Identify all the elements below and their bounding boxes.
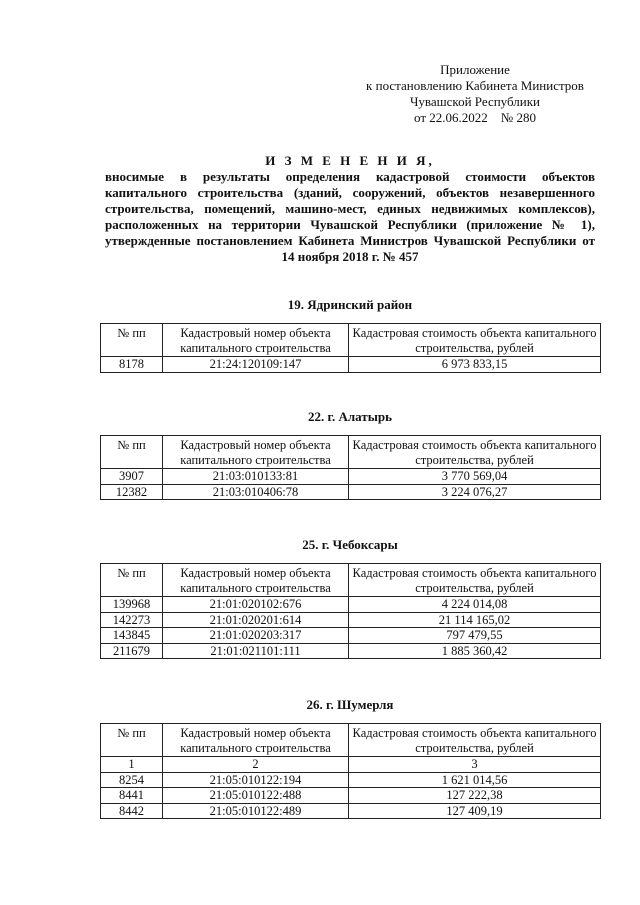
cadastral-table xyxy=(100,723,601,819)
column-number-3: 3 xyxy=(349,757,601,773)
table-row xyxy=(101,484,601,500)
table-row xyxy=(101,643,601,659)
cell-cadastral-value: 3 770 569,04 xyxy=(349,469,601,485)
table-row xyxy=(101,597,601,613)
cell-cadastral-number: 21:01:020201:614 xyxy=(163,612,349,628)
cell-cadastral-value: 21 114 165,02 xyxy=(349,612,601,628)
title-description: вносимые в результаты определения кадастровой стоимости объектов капитального строительства (зданий, сооружений, объектов незавершенного строительства, помещений, машино-мест, единых недвижимых комплексов), расположенных на территории Чувашской Республики (приложение № 1), утвержденные постановлением Кабинета Министров Чувашской Республики от 14 ноября 2018 г. № 457 xyxy=(105,169,595,264)
header-cadastral-value: Кадастровая стоимость объекта капитального строительства, рублей xyxy=(349,564,601,597)
cell-cadastral-number: 21:03:010133:81 xyxy=(163,469,349,485)
cell-num: 3907 xyxy=(101,469,163,485)
cell-cadastral-value: 4 224 014,08 xyxy=(349,597,601,613)
table-row xyxy=(101,469,601,485)
header-num: № пп xyxy=(101,724,163,757)
cell-num: 8441 xyxy=(101,788,163,804)
appendix-line-4: от 22.06.2022 № 280 xyxy=(414,110,536,125)
table-header-row xyxy=(101,564,601,597)
header-cadastral-number: Кадастровый номер объекта капитального строительства xyxy=(163,436,349,469)
cadastral-table xyxy=(100,323,601,373)
cadastral-table xyxy=(100,435,601,500)
table-row xyxy=(101,357,601,373)
cell-cadastral-number: 21:03:010406:78 xyxy=(163,484,349,500)
column-number-row xyxy=(101,757,601,773)
cell-cadastral-number: 21:24:120109:147 xyxy=(163,357,349,373)
table-header-row xyxy=(101,324,601,357)
section-alatyr xyxy=(100,409,600,500)
cell-cadastral-value: 3 224 076,27 xyxy=(349,484,601,500)
header-cadastral-value: Кадастровая стоимость объекта капитального строительства, рублей xyxy=(349,324,601,357)
header-cadastral-value: Кадастровая стоимость объекта капитального строительства, рублей xyxy=(349,436,601,469)
appendix-line-3: Чувашской Республики xyxy=(409,94,541,109)
table-row xyxy=(101,788,601,804)
header-num: № пп xyxy=(101,436,163,469)
cell-cadastral-number: 21:05:010122:194 xyxy=(163,772,349,788)
cell-num: 211679 xyxy=(101,643,163,659)
cadastral-table xyxy=(100,563,601,659)
cell-cadastral-number: 21:05:010122:488 xyxy=(163,788,349,804)
cell-cadastral-value: 127 409,19 xyxy=(349,803,601,819)
cell-num: 143845 xyxy=(101,628,163,644)
cell-cadastral-number: 21:01:021101:111 xyxy=(163,643,349,659)
cell-cadastral-value: 797 479,55 xyxy=(349,628,601,644)
cell-num: 139968 xyxy=(101,597,163,613)
document-title xyxy=(105,153,595,265)
cell-cadastral-value: 1 621 014,56 xyxy=(349,772,601,788)
cell-cadastral-number: 21:01:020102:676 xyxy=(163,597,349,613)
cell-num: 8442 xyxy=(101,803,163,819)
table-row xyxy=(101,772,601,788)
cell-num: 8254 xyxy=(101,772,163,788)
column-number-1: 1 xyxy=(101,757,163,773)
title-main: И З М Е Н Е Н И Я, xyxy=(265,153,435,168)
appendix-note xyxy=(350,62,600,126)
cell-cadastral-value: 6 973 833,15 xyxy=(349,357,601,373)
column-number-2: 2 xyxy=(163,757,349,773)
header-cadastral-number: Кадастровый номер объекта капитального строительства xyxy=(163,724,349,757)
section-heading: 22. г. Алатырь xyxy=(308,409,392,424)
section-cheboksary xyxy=(100,537,600,659)
header-num: № пп xyxy=(101,564,163,597)
cell-cadastral-value: 127 222,38 xyxy=(349,788,601,804)
cell-cadastral-number: 21:01:020203:317 xyxy=(163,628,349,644)
section-heading: 19. Ядринский район xyxy=(287,297,413,312)
table-header-row xyxy=(101,436,601,469)
cell-cadastral-number: 21:05:010122:489 xyxy=(163,803,349,819)
header-cadastral-number: Кадастровый номер объекта капитального строительства xyxy=(163,324,349,357)
header-cadastral-value: Кадастровая стоимость объекта капитального строительства, рублей xyxy=(349,724,601,757)
appendix-line-1: Приложение xyxy=(440,62,510,77)
cell-num: 8178 xyxy=(101,357,163,373)
table-row xyxy=(101,803,601,819)
cell-num: 12382 xyxy=(101,484,163,500)
section-shumerlya xyxy=(100,697,600,819)
cell-cadastral-value: 1 885 360,42 xyxy=(349,643,601,659)
section-heading: 25. г. Чебоксары xyxy=(302,537,398,552)
header-cadastral-number: Кадастровый номер объекта капитального строительства xyxy=(163,564,349,597)
cell-num: 142273 xyxy=(101,612,163,628)
table-row xyxy=(101,612,601,628)
section-yadrinsky xyxy=(100,297,600,373)
appendix-line-2: к постановлению Кабинета Министров xyxy=(366,78,584,93)
table-row xyxy=(101,628,601,644)
section-heading: 26. г. Шумерля xyxy=(306,697,394,712)
header-num: № пп xyxy=(101,324,163,357)
table-header-row xyxy=(101,724,601,757)
